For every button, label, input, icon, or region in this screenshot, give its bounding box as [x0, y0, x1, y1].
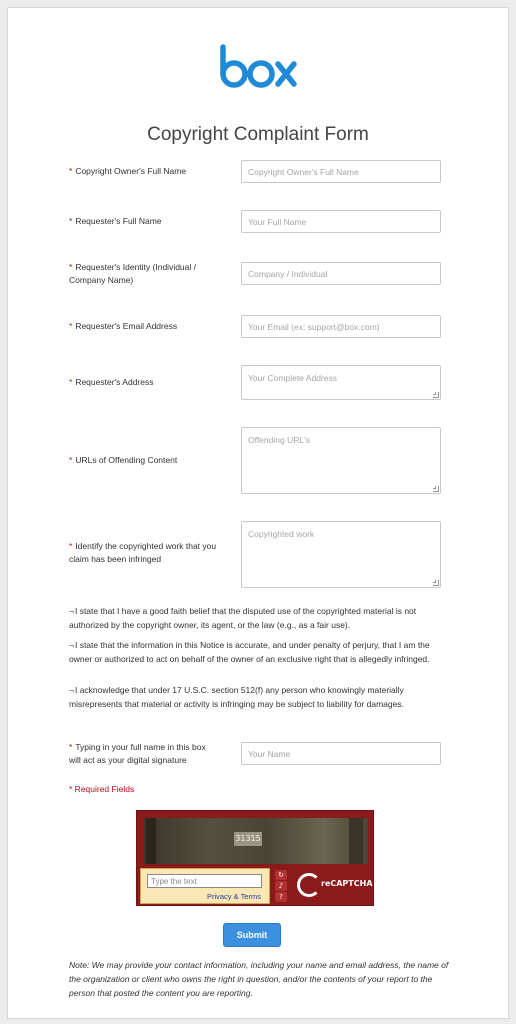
box-logo-icon — [218, 44, 298, 88]
requester-name-input[interactable] — [241, 210, 441, 233]
page-title: Copyright Complaint Form — [147, 124, 369, 145]
required-marker: * — [69, 166, 73, 176]
signature-input[interactable] — [241, 742, 441, 765]
checkbox-icon[interactable]: ¬ — [69, 606, 74, 616]
statement-acknowledge: ¬I acknowledge that under 17 U.S.C. section 512(f) any person who knowingly materially misrepresents that material or activity is infringing may be subject to liability for damages. — [69, 685, 404, 709]
privacy-note: Note: We may provide your contact information, including your name and email address, the name of the organization or client who owns the right in question, and/or the contents of your report to the person that posted the content you are reporting. — [69, 960, 449, 998]
requester-address-label: * Requester's Address — [69, 377, 154, 387]
captcha-controls — [275, 870, 291, 904]
resize-handle-icon[interactable] — [433, 486, 439, 492]
owner-name-input[interactable] — [241, 160, 441, 183]
work-wrapper — [241, 521, 441, 588]
refresh-icon[interactable]: ↻ — [275, 870, 287, 880]
required-fields-note: * Required Fields — [69, 784, 135, 794]
checkbox-icon[interactable]: ¬ — [69, 685, 74, 695]
required-marker: * — [69, 216, 73, 226]
recaptcha-logo — [297, 871, 373, 903]
checkbox-icon[interactable]: ¬ — [69, 640, 74, 650]
urls-wrapper — [241, 427, 441, 494]
submit-button[interactable]: Submit — [223, 923, 281, 947]
required-marker: * — [69, 455, 73, 465]
requester-address-textarea[interactable] — [241, 365, 441, 400]
resize-handle-icon[interactable] — [433, 392, 439, 398]
form-card — [7, 7, 509, 1019]
requester-email-input[interactable] — [241, 315, 441, 338]
offending-urls-label: * URLs of Offending Content — [69, 455, 178, 465]
box-logo — [8, 44, 508, 93]
help-icon[interactable]: ? — [275, 892, 287, 902]
resize-handle-icon[interactable] — [433, 580, 439, 586]
statement-accuracy: ¬I state that the information in this Notice is accurate, and under penalty of perjury, that I am the owner or authorized to act on behalf of the owner of an exclusive right that is allegedly infringed. — [69, 640, 430, 664]
copyrighted-work-label: * Identify the copyrighted work that you claim has been infringed — [69, 541, 217, 564]
recaptcha-widget — [136, 810, 374, 906]
requester-identity-input[interactable] — [241, 262, 441, 285]
required-marker: * — [69, 541, 73, 551]
requester-name-label: * Requester's Full Name — [69, 216, 162, 226]
owner-name-label: * Copyright Owner's Full Name — [69, 166, 187, 176]
recaptcha-logo-text: reCAPTCHA — [321, 879, 373, 888]
address-wrapper — [241, 365, 441, 400]
statement-good-faith: ¬I state that I have a good faith belief that the disputed use of the copyrighted material is not authorized by the copyright owner, its agent, or the law (e.g., as a fair use). — [69, 606, 417, 630]
captcha-image — [144, 818, 368, 864]
captcha-image-detail — [146, 818, 156, 864]
captcha-input[interactable] — [147, 874, 262, 888]
requester-identity-label: * Requester's Identity (Individual / Company Name) — [69, 262, 196, 285]
required-marker: * — [69, 262, 73, 272]
audio-icon[interactable]: ♪ — [275, 881, 287, 891]
recaptcha-ring-icon — [297, 873, 321, 897]
captcha-image-detail — [349, 818, 363, 864]
captcha-image-text: 31315 — [234, 832, 262, 846]
requester-email-label: * Requester's Email Address — [69, 321, 178, 331]
offending-urls-textarea[interactable] — [241, 427, 441, 494]
copyrighted-work-textarea[interactable] — [241, 521, 441, 588]
captcha-input-panel — [140, 868, 270, 904]
privacy-terms-link[interactable]: Privacy & Terms — [206, 892, 261, 901]
required-marker: * — [69, 742, 73, 752]
required-marker: * — [69, 321, 73, 331]
signature-label: * Typing in your full name in this box will act as your digital signature — [69, 742, 206, 765]
required-marker: * — [69, 377, 73, 387]
